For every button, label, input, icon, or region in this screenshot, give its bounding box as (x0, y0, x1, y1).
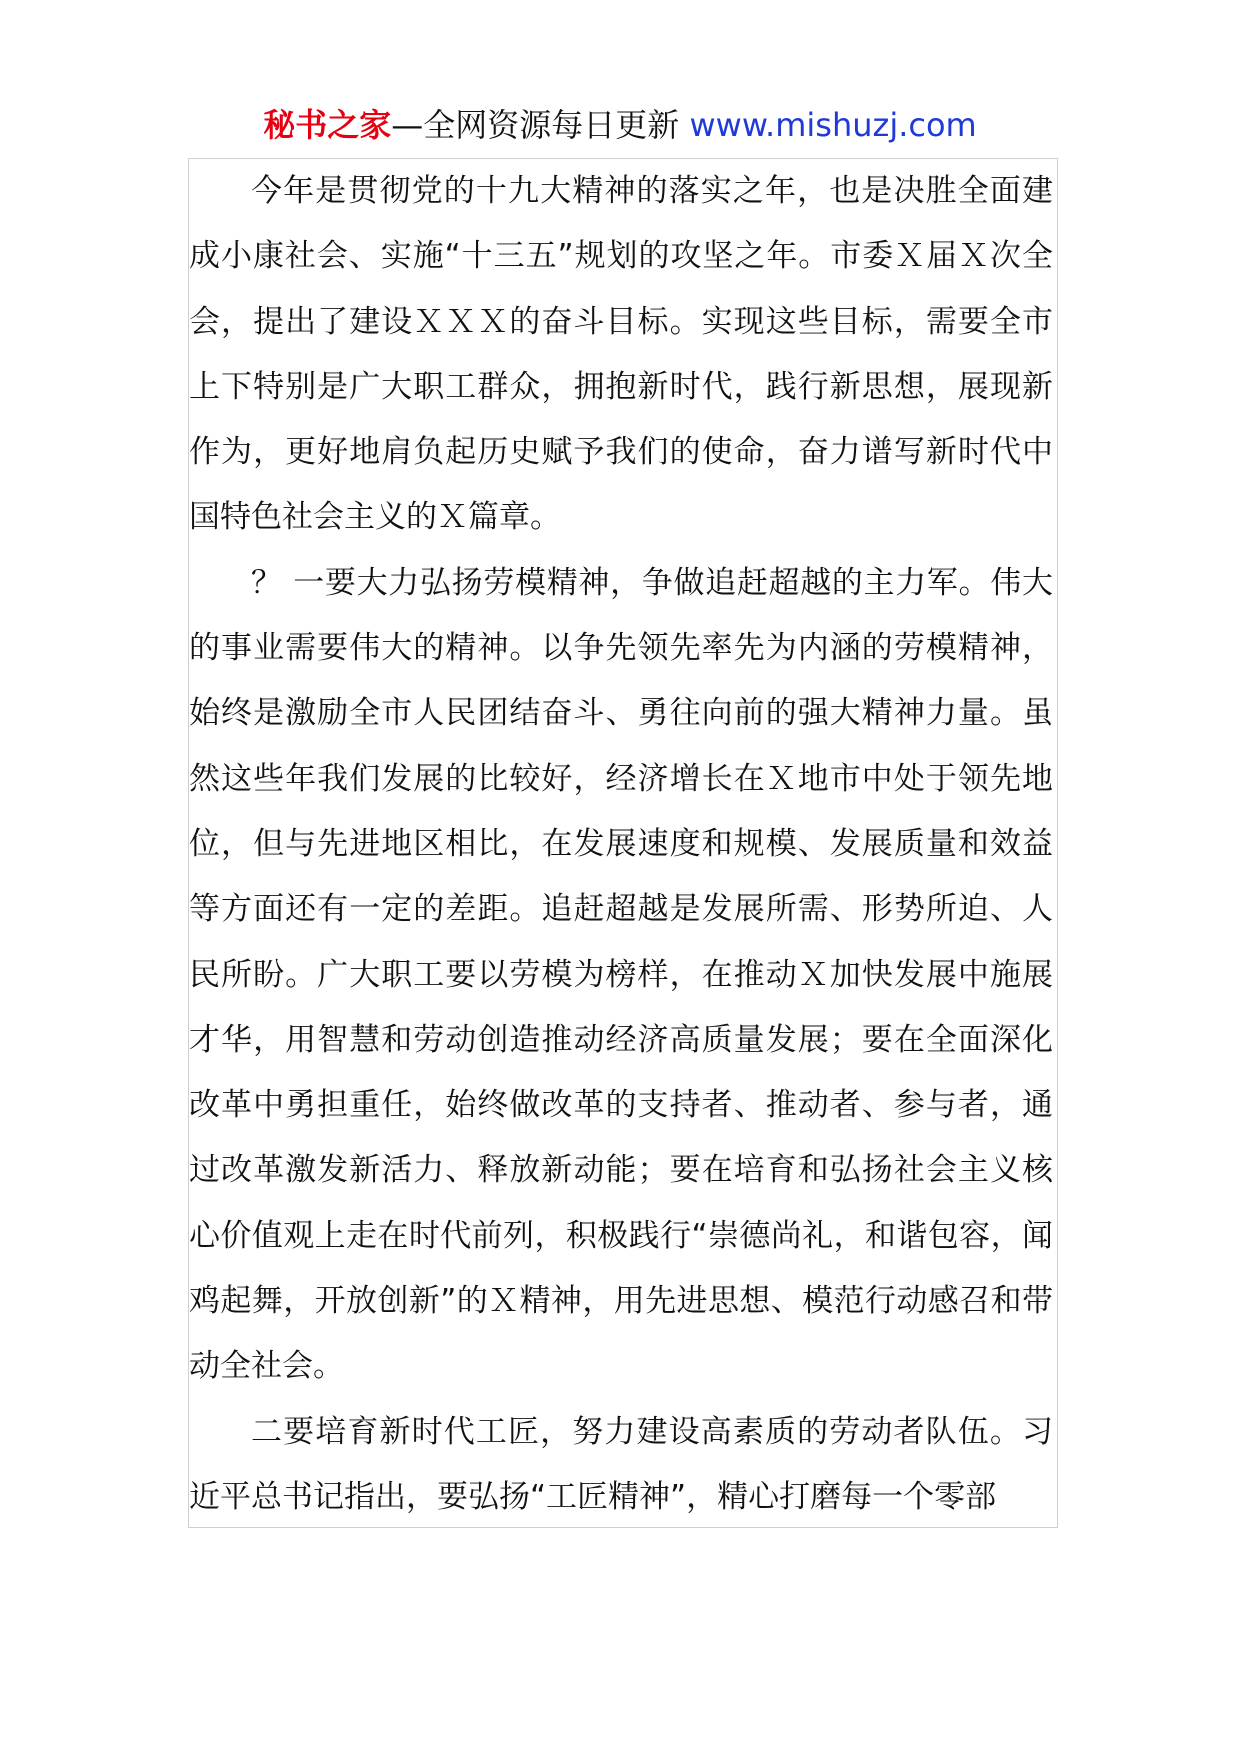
paragraph-intro: 今年是贯彻党的十九大精神的落实之年，也是决胜全面建成小康社会、实施“十三五”规划的攻坚之年。市委Ｘ届Ｘ次全会，提出了建设ＸＸＸ的奋斗目标。实现这些目标，需要全市上下特别是广大职工群众，拥抱新时代，践行新思想，展现新作为，更好地肩负起历史赋予我们的使命，奋力谱写新时代中国特色社会主义的Ｘ篇章。 (189, 173, 1053, 536)
site-url-link[interactable]: www.mishuzj.com (689, 106, 977, 144)
paragraph-point-two: 二要培育新时代工匠，努力建设高素质的劳动者队伍。习近平总书记指出，要弘扬“工匠精神”，精心打磨每一个零部 (189, 1413, 1053, 1515)
site-header (0, 103, 1240, 147)
paragraph-point-one: ？ 一要大力弘扬劳模精神，争做追赶超越的主力军。伟大的事业需要伟大的精神。以争先领先率先为内涵的劳模精神，始终是激励全市人民团结奋斗、勇往向前的强大精神力量。虽然这些年我们发展的比较好，经济增长在Ｘ地市中处于领先地位，但与先进地区相比，在发展速度和规模、发展质量和效益等方面还有一定的差距。追赶超越是发展所需、形势所迫、人民所盼。广大职工要以劳模为榜样，在推动Ｘ加快发展中施展才华，用智慧和劳动创造推动经济高质量发展；要在全面深化改革中勇担重任，始终做改革的支持者、推动者、参与者，通过改革激发新活力、释放新动能；要在培育和弘扬社会主义核心价值观上走在时代前列，积极践行“崇德尚礼，和谐包容，闻鸡起舞，开放创新”的Ｘ精神，用先进思想、模范行动感召和带动全社会。 (189, 564, 1053, 1385)
brand-name: 秘书之家 (263, 106, 392, 144)
header-tagline: —全网资源每日更新 (391, 106, 680, 144)
document-body (188, 158, 1058, 1528)
